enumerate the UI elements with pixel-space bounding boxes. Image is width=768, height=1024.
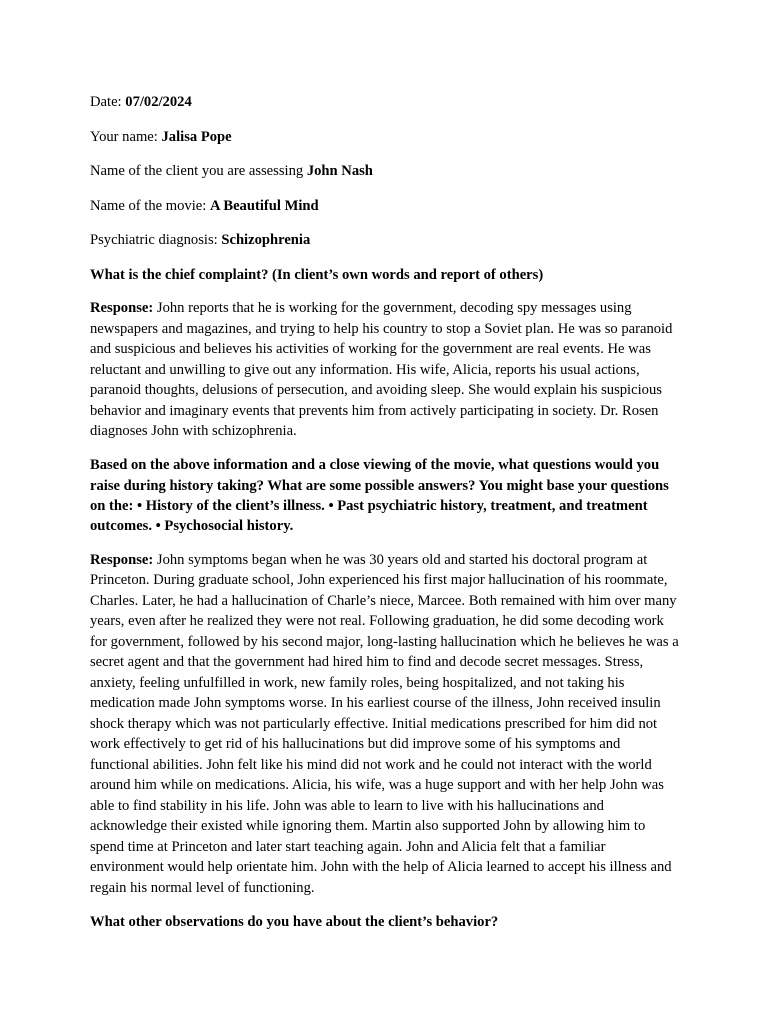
- your-name-value: Jalisa Pope: [161, 128, 232, 145]
- date-field: [90, 92, 680, 112]
- chief-complaint-response: [90, 298, 680, 442]
- response-text: John reports that he is working for the government, decoding spy messages using newspapers and magazines, and trying to help his country to stop a Soviet plan. He was so paranoid and suspicious and believes his activities of working for the government are real events. He was reluctant and unwilling to give out any information. His wife, Alicia, reports his usual actions, paranoid thoughts, delusions of persecution, and avoiding sleep. She would explain his suspicious behavior and imaginary events that prevents him from actively participating in society. Dr. Rosen diagnoses John with schizophrenia.: [90, 300, 673, 440]
- client-name-value: John Nash: [306, 163, 373, 179]
- chief-complaint-question: What is the chief complaint? (In client’s own words and report of others): [90, 266, 544, 283]
- your-name-label: Your name:: [90, 128, 162, 145]
- history-taking-response: [90, 550, 680, 899]
- response-label: Response:: [90, 300, 154, 317]
- observations-question: What other observations do you have about the client’s behavior?: [90, 913, 499, 930]
- response-label: Response:: [90, 551, 154, 568]
- diagnosis-field: [90, 230, 680, 250]
- movie-name-field: [90, 196, 680, 216]
- diagnosis-value: Schizophrenia: [221, 232, 311, 248]
- movie-name-label: Name of the movie:: [90, 197, 210, 214]
- movie-name-value: A Beautiful Mind: [209, 197, 319, 214]
- history-taking-question: Based on the above information and a close viewing of the movie, what questions would you raise during history taking? What are some possible answers? You might base your questions on the: • History of the client’s illness. • Past psychiatric history, treatment, and treatment outcomes. • Psychosocial history.: [90, 457, 669, 535]
- document-page: [90, 92, 680, 946]
- date-value: 07/02/2024: [125, 94, 192, 110]
- diagnosis-label: Psychiatric diagnosis:: [90, 232, 222, 248]
- your-name-field: [90, 127, 680, 147]
- client-name-field: [90, 161, 680, 181]
- client-name-label: Name of the client you are assessing: [90, 163, 307, 179]
- date-label: Date:: [90, 94, 126, 110]
- response-text: John symptoms began when he was 30 years old and started his doctoral program at Princeton. During graduate school, John experienced his first major hallucination of his roommate, Charles. Later, he had a hallucination of Charle’s niece, Marcee. Both remained with him over many years, even after he realized they were not real. Following graduation, he did some decoding work for government, followed by his second major, long-lasting hallucination which he believes he was a secret agent and that the government had hired him to find and decode secret messages. Stress, anxiety, feeling unfulfilled in work, new family roles, being hospitalized, and not taking his medication made John symptoms worse. In his earliest course of the illness, John received insulin shock therapy which was not particularly effective. Initial medications prescribed for him did not work effectively to get rid of his hallucinations but did improve some of his symptoms and functional abilities. John felt like his mind did not work and he could not interact with the world around him while on medications. Alicia, his wife, was a huge support and with her help John was able to find stability in his life. John was able to learn to live with his hallucinations and acknowledge their existed while ignoring them. Martin also supported John by allowing him to spend time at Princeton and later start teaching again. John and Alicia felt that a familiar environment would help orientate him. John with the help of Alicia learned to accept his illness and regain his normal level of functioning.: [90, 551, 679, 896]
